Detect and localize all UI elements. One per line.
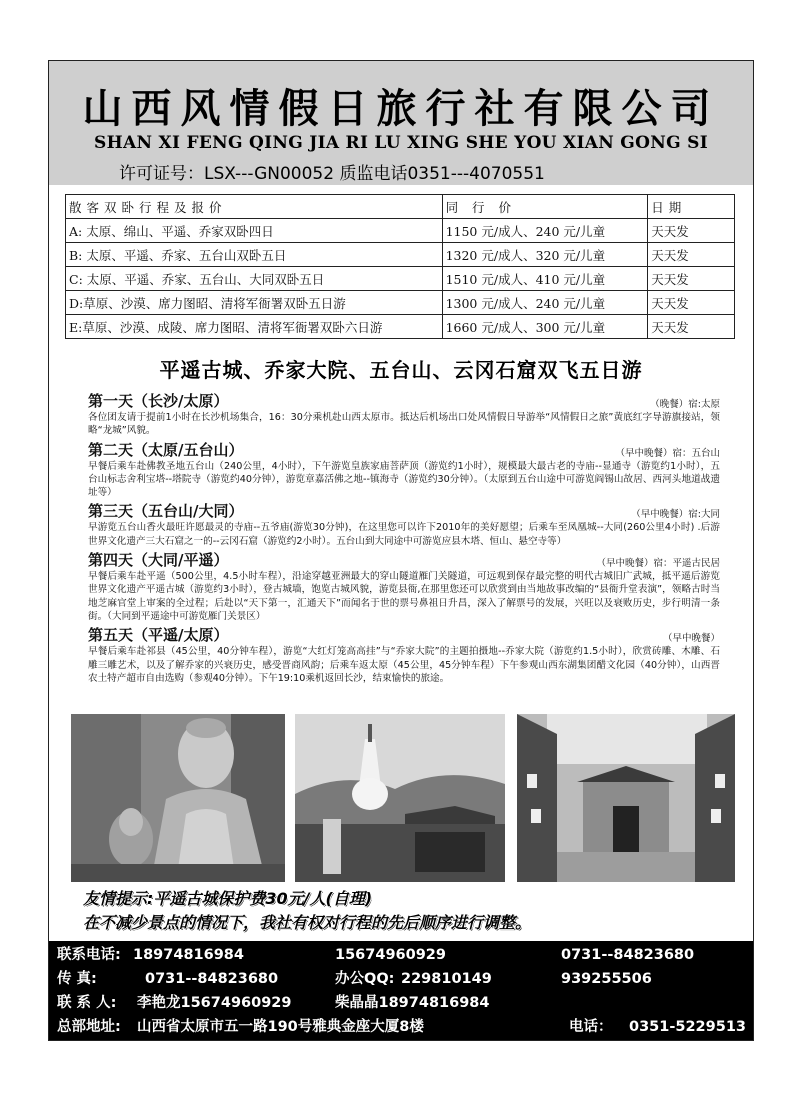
price-table (65, 194, 735, 339)
price-cell: 1320 元/成人、320 元/儿童 (442, 243, 648, 267)
day-meal: （晚餐）宿:太原 (650, 399, 720, 410)
qq-2: 939255506 (561, 971, 652, 987)
day-meal: （早中晚餐）宿：平遥古民居 (596, 558, 720, 570)
day-title: 第四天（大同/平遥） (88, 551, 229, 570)
header-route: 散客双卧行程及报价 (66, 195, 443, 219)
license-line: 许可证号：LSX---GN00052 质监电话0351---4070551 (119, 164, 545, 184)
address-label: 总部地址: (57, 1019, 121, 1035)
itinerary-day (88, 501, 720, 548)
date-cell: 天天发 (648, 315, 735, 339)
itinerary-day (88, 440, 720, 500)
fax-label: 传 真: (57, 971, 97, 987)
price-cell: 1150 元/成人、240 元/儿童 (442, 219, 648, 243)
price-row (66, 315, 735, 339)
date-cell: 天天发 (648, 291, 735, 315)
friendly-tip (83, 887, 733, 935)
price-cell: 1660 元/成人、300 元/儿童 (442, 315, 648, 339)
hq-phone-label: 电话： (569, 1019, 613, 1035)
header-price: 同 行 价 (442, 195, 648, 219)
day-description: 早餐后乘车赴祁县（45公里，40分钟车程），游览“大红灯笼高高挂”与“乔家大院”的主题拍摄地--乔家大院（游览约1.5小时），欣赏砖雕、木雕、石雕三雕艺术，以及了解乔家的兴衰历史，感受晋商风韵；后乘车返太原（45公里，45分钟车程）下午参观山西东湖集团醋文化园（40分钟），山西晋农土特产超市自由选购（参观40分钟）。下午19:10乘机返回长沙，结束愉快的旅途。 (88, 646, 720, 684)
courtyard-compound-photo (517, 714, 735, 882)
day-description: 早餐后乘车赴佛教圣地五台山（240公里，4小时），下午游览皇族家庙菩萨顶（游览约1小时），规模最大最古老的寺庙--显通寺（游览约1小时），五台山标志舍利宝塔--塔院寺（游览约40分钟），游览章嘉活佛之地--镇海寺（游览约30分钟）。（太原到五台山途中可游览阎锡山故居、西河头地道战遗址等） (88, 460, 720, 499)
price-row (66, 243, 735, 267)
price-table-header (66, 195, 735, 219)
white-stupa-photo (295, 714, 505, 882)
day-description: 早餐后乘车赴平遥（500公里，4.5小时车程），沿途穿越亚洲最大的穿山隧道雁门关隧道，可远观到保存最完整的明代古城旧广武城，抵平遥后游览世界文化遗产平遥古城（游览约3小时），登古城墙，饱览古城风貌，游览县衙,在那里您还可以欣赏到由当地故事改编的“县衙升堂表演”，领略古时当地芝麻官堂上审案的全过程；后赴以“天下第一，汇通天下”而闻名于世的票号鼻祖日升昌，深入了解票号的发展，兴旺以及衰败历史，步行明清一条街。（大同到平遥途中可游览雁门关景区） (88, 571, 720, 622)
phone-label: 联系电话: (57, 947, 121, 963)
route-cell: B: 太原、平遥、乔家、五台山双卧五日 (66, 243, 443, 267)
price-cell: 1510 元/成人、410 元/儿童 (442, 267, 648, 291)
tip-line-1: 友情提示:平遥古城保护费30元/人(自理) (83, 889, 373, 908)
contact-label: 联 系 人: (57, 995, 117, 1011)
day-description: 各位团友请于提前1小时在长沙机场集合，16：30分乘机赴山西太原市。抵达后机场出口处风情假日导游举“风情假日之旅”黄底红字导游旗接站，领略“龙城”风貌。 (88, 412, 720, 437)
day-meal: （早中晚餐） (662, 633, 720, 645)
contact-2: 柴晶晶18974816984 (335, 995, 490, 1011)
contact-footer (49, 941, 753, 1040)
date-cell: 天天发 (648, 243, 735, 267)
day-title: 第五天（平遥/太原） (88, 626, 229, 645)
day-title: 第一天（长沙/太原） (88, 392, 229, 410)
itinerary-day (88, 391, 720, 438)
address-text: 山西省太原市五一路190号雅典金座大厦8楼 (137, 1019, 424, 1035)
brochure-page (48, 60, 754, 1041)
phone-2: 15674960929 (335, 947, 446, 963)
tour-title: 平遥古城、乔家大院、五台山、云冈石窟双飞五日游 (159, 358, 643, 382)
company-name-cn: 山西风情假日旅行社有限公司 (82, 85, 720, 132)
route-cell: E:草原、沙漠、成陵、席力图昭、清将军衙署双卧六日游 (66, 315, 443, 339)
itinerary-day (88, 625, 720, 685)
contact-1: 李艳龙15674960929 (137, 995, 292, 1011)
route-cell: A: 太原、绵山、平遥、乔家双卧四日 (66, 219, 443, 243)
day-title: 第二天（太原/五台山） (88, 440, 244, 459)
phone-3: 0731--84823680 (561, 947, 695, 963)
day-meal: （早中晚餐）宿：五台山 (615, 447, 720, 459)
day-meal: （早中晚餐）宿:大同 (631, 509, 720, 521)
price-row (66, 219, 735, 243)
phone-1: 18974816984 (133, 947, 244, 963)
company-name-pinyin: SHAN XI FENG QING JIA RI LU XING SHE YOU XIAN GONG SI (94, 133, 708, 153)
itinerary (88, 391, 720, 687)
route-cell: D:草原、沙漠、席力图昭、清将军衙署双卧五日游 (66, 291, 443, 315)
price-row (66, 291, 735, 315)
header-date: 日期 (648, 195, 735, 219)
date-cell: 天天发 (648, 219, 735, 243)
fax-number: 0731--84823680 (145, 971, 279, 987)
price-cell: 1300 元/成人、240 元/儿童 (442, 291, 648, 315)
photo-strip (71, 714, 735, 882)
qq-label: 办公QQ: (335, 971, 395, 987)
tip-line-2: 在不减少景点的情况下，我社有权对行程的先后顺序进行调整。 (83, 913, 532, 932)
route-cell: C: 太原、平遥、乔家、五台山、大同双卧五日 (66, 267, 443, 291)
itinerary-day (88, 550, 720, 623)
buddha-statue-photo (71, 714, 285, 882)
qq-1: 229810149 (401, 971, 492, 987)
company-header (49, 61, 753, 185)
day-title: 第三天（五台山/大同） (88, 502, 244, 521)
hq-phone: 0351-5229513 (629, 1019, 746, 1035)
price-row (66, 267, 735, 291)
date-cell: 天天发 (648, 267, 735, 291)
day-description: 早游览五台山香火最旺许愿最灵的寺庙--五爷庙(游览30分钟)，在这里您可以许下2010年的美好愿望；后乘车至凤凰城--大同(260公里4小时) .后游世界文化遗产三大石窟之一的--云冈石窟（游览约2小时）。五台山到大同途中可游览应县木塔、恒山、悬空寺等） (88, 522, 720, 547)
